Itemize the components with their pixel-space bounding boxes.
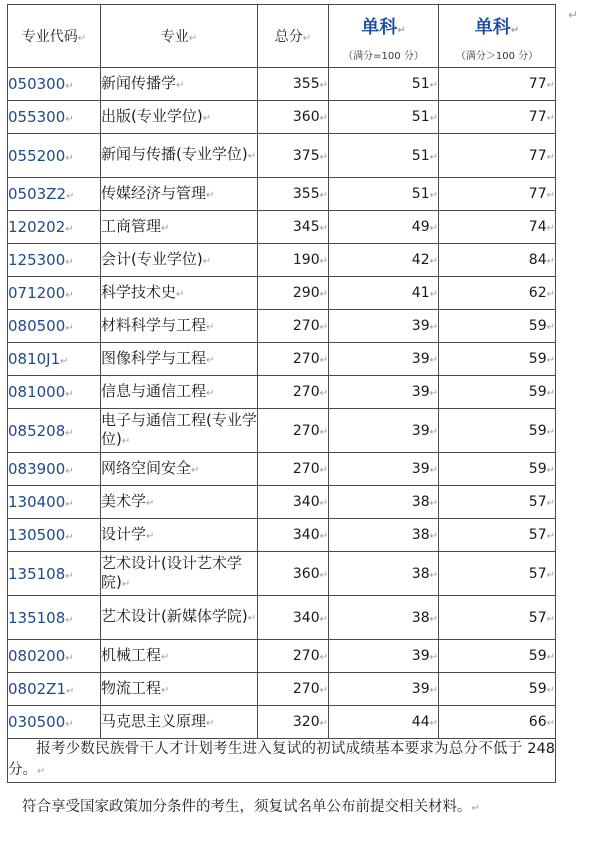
row-name: 传媒经济与管理↵ [101, 178, 258, 211]
row-total: 360↵ [258, 552, 329, 596]
table-end-mark: ↵ [568, 8, 579, 22]
row-single-over-100-text: 59 [528, 351, 547, 367]
header-single-over-100-sub: （满分＞100 分） [455, 50, 539, 62]
row-single-100: 39↵ [329, 409, 439, 453]
note-cell: 报考少数民族骨干人才计划考生进入复试的初试成绩基本要求为总分不低于 248 分。↵ [8, 739, 556, 783]
row-single-100-text: 44 [411, 714, 430, 730]
row-name: 设计学↵ [101, 519, 258, 552]
row-single-over-100-text: 84 [528, 252, 547, 268]
row-total-text: 340 [292, 494, 320, 510]
row-name-text: 材料科学与工程 [101, 315, 207, 334]
row-total: 270↵ [258, 409, 329, 453]
row-total-text: 355 [292, 76, 320, 92]
row-single-over-100: 59↵ [439, 343, 556, 376]
row-code: 130400↵ [8, 486, 101, 519]
header-single-100-title: 单科 [361, 16, 398, 38]
row-code-text: 125300 [8, 251, 66, 269]
row-single-over-100: 57↵ [439, 486, 556, 519]
table-row [8, 134, 556, 178]
row-single-100-text: 51 [411, 76, 430, 92]
row-name-text: 网络空间安全 [101, 458, 192, 477]
row-total-text: 345 [292, 219, 320, 235]
row-single-100-text: 39 [411, 461, 430, 477]
row-name: 信息与通信工程↵ [101, 376, 258, 409]
row-name: 机械工程↵ [101, 640, 258, 673]
row-single-over-100-text: 77 [528, 147, 547, 164]
row-single-100-text: 51 [411, 109, 430, 125]
row-code: 055200↵ [8, 134, 101, 178]
row-code: 055300↵ [8, 101, 101, 134]
row-code: 125300↵ [8, 244, 101, 277]
row-name: 物流工程↵ [101, 673, 258, 706]
row-single-over-100: 77↵ [439, 134, 556, 178]
note-text: 报考少数民族骨干人才计划考生进入复试的初试成绩基本要求为总分不低于 248 分。 [8, 741, 555, 778]
row-total-text: 270 [292, 318, 320, 334]
row-single-over-100-text: 59 [528, 648, 547, 664]
row-total: 190↵ [258, 244, 329, 277]
table-row [8, 552, 556, 596]
row-code-text: 081000 [8, 383, 66, 401]
row-total-text: 360 [292, 109, 320, 125]
row-single-over-100: 66↵ [439, 706, 556, 739]
row-total: 360↵ [258, 101, 329, 134]
row-single-100-text: 39 [411, 351, 430, 367]
row-single-100-text: 39 [411, 681, 430, 697]
row-name-text: 出版(专业学位) [101, 106, 203, 125]
table-row [8, 310, 556, 343]
row-name-text: 图像科学与工程 [101, 348, 207, 367]
row-total-text: 355 [292, 186, 320, 202]
row-single-100: 51↵ [329, 68, 439, 101]
header-single-100-sub: （满分=100 分） [343, 50, 424, 62]
header-major-label: 专业 [160, 29, 189, 45]
table-row [8, 376, 556, 409]
header-code: 专业代码↵ [8, 5, 101, 68]
row-name-text: 机械工程 [101, 645, 162, 664]
table-row [8, 277, 556, 310]
row-name-text: 美术学 [101, 491, 147, 510]
row-code: 0802Z1↵ [8, 673, 101, 706]
row-single-over-100: 74↵ [439, 211, 556, 244]
row-code: 030500↵ [8, 706, 101, 739]
row-name-text: 马克思主义原理 [101, 711, 207, 730]
table-row [8, 640, 556, 673]
row-single-100-text: 49 [411, 219, 430, 235]
row-code: 071200↵ [8, 277, 101, 310]
row-name-text: 科学技术史 [101, 282, 177, 301]
score-table [7, 4, 556, 783]
row-single-100-text: 51 [411, 147, 430, 164]
row-single-100: 41↵ [329, 277, 439, 310]
row-code-text: 055200 [8, 146, 66, 165]
header-code-label: 专业代码 [21, 29, 78, 45]
header-single-over-100-title: 单科 [474, 16, 511, 38]
row-single-over-100-text: 57 [528, 527, 547, 543]
row-single-100-text: 39 [411, 384, 430, 400]
row-single-over-100-text: 77 [528, 186, 547, 202]
row-single-100: 39↵ [329, 310, 439, 343]
row-single-over-100-text: 77 [528, 76, 547, 92]
row-name: 艺术设计(新媒体学院)↵ [101, 596, 258, 640]
row-single-over-100-text: 66 [528, 714, 547, 730]
row-name: 工商管理↵ [101, 211, 258, 244]
row-name: 图像科学与工程↵ [101, 343, 258, 376]
row-single-over-100: 59↵ [439, 640, 556, 673]
row-total: 270↵ [258, 376, 329, 409]
table-row [8, 178, 556, 211]
row-single-over-100: 77↵ [439, 68, 556, 101]
row-total: 340↵ [258, 519, 329, 552]
footer-text: 符合享受国家政策加分条件的考生，须复试名单公布前提交相关材料。 [22, 799, 472, 815]
row-name-text: 信息与通信工程 [101, 381, 207, 400]
row-total-text: 340 [292, 609, 320, 626]
row-code-text: 0802Z1 [8, 680, 66, 698]
row-code-text: 135108 [8, 564, 66, 583]
row-single-100-text: 39 [411, 422, 430, 439]
note-row [8, 739, 556, 783]
row-code-text: 071200 [8, 284, 66, 302]
header-total: 总分↵ [258, 5, 329, 68]
row-name: 马克思主义原理↵ [101, 706, 258, 739]
row-name: 材料科学与工程↵ [101, 310, 258, 343]
table-row [8, 596, 556, 640]
row-total-text: 320 [292, 714, 320, 730]
header-single-over-100: 单科↵ （满分＞100 分） [439, 5, 556, 68]
row-single-over-100: 59↵ [439, 310, 556, 343]
row-code: 080200↵ [8, 640, 101, 673]
table-row [8, 244, 556, 277]
row-total-text: 270 [292, 384, 320, 400]
row-name-text: 物流工程 [101, 678, 162, 697]
row-single-100: 39↵ [329, 640, 439, 673]
row-single-over-100: 59↵ [439, 376, 556, 409]
header-row [8, 5, 556, 68]
row-single-100: 38↵ [329, 596, 439, 640]
row-name: 会计(专业学位)↵ [101, 244, 258, 277]
row-single-100: 38↵ [329, 519, 439, 552]
row-code: 120202↵ [8, 211, 101, 244]
row-name-text: 艺术设计(设计艺术学院) [101, 553, 242, 591]
row-single-100-text: 51 [411, 186, 430, 202]
row-single-100-text: 39 [411, 318, 430, 334]
row-code: 050300↵ [8, 68, 101, 101]
row-code-text: 0503Z2 [8, 185, 66, 203]
row-single-100-text: 41 [411, 285, 430, 301]
row-single-over-100-text: 77 [528, 109, 547, 125]
table-row [8, 343, 556, 376]
row-single-over-100-text: 57 [528, 609, 547, 626]
row-total-text: 190 [292, 252, 320, 268]
row-total: 355↵ [258, 178, 329, 211]
table-row [8, 486, 556, 519]
table-row [8, 519, 556, 552]
row-single-100-text: 38 [411, 527, 430, 543]
row-code: 130500↵ [8, 519, 101, 552]
row-code-text: 080200 [8, 647, 66, 665]
row-name: 艺术设计(设计艺术学院)↵ [101, 552, 258, 596]
row-single-100: 49↵ [329, 211, 439, 244]
row-total: 290↵ [258, 277, 329, 310]
row-code-text: 120202 [8, 218, 66, 236]
row-single-over-100: 59↵ [439, 673, 556, 706]
row-single-over-100-text: 59 [528, 461, 547, 477]
row-code-text: 050300 [8, 75, 66, 93]
row-name: 科学技术史↵ [101, 277, 258, 310]
row-total-text: 290 [292, 285, 320, 301]
row-single-100: 51↵ [329, 178, 439, 211]
table-row [8, 68, 556, 101]
row-code: 0810J1↵ [8, 343, 101, 376]
row-code: 081000↵ [8, 376, 101, 409]
row-code: 135108↵ [8, 596, 101, 640]
row-name-text: 会计(专业学位) [101, 249, 203, 268]
row-single-100: 51↵ [329, 101, 439, 134]
table-row [8, 211, 556, 244]
row-code-text: 0810J1 [8, 350, 61, 368]
row-single-100-text: 42 [411, 252, 430, 268]
row-single-100: 39↵ [329, 343, 439, 376]
header-major: 专业↵ [101, 5, 258, 68]
row-name: 出版(专业学位)↵ [101, 101, 258, 134]
row-single-over-100: 57↵ [439, 552, 556, 596]
row-single-100-text: 39 [411, 648, 430, 664]
row-name: 新闻与传播(专业学位)↵ [101, 134, 258, 178]
row-total-text: 270 [292, 422, 320, 439]
row-single-100-text: 38 [411, 609, 430, 626]
row-total: 320↵ [258, 706, 329, 739]
header-total-label: 总分 [274, 29, 303, 45]
row-total: 270↵ [258, 640, 329, 673]
row-single-over-100-text: 59 [528, 384, 547, 400]
row-code-text: 030500 [8, 713, 66, 731]
row-name-text: 电子与通信工程(专业学位) [101, 410, 257, 448]
row-name-text: 设计学 [101, 524, 147, 543]
row-single-over-100: 77↵ [439, 178, 556, 211]
row-single-100: 51↵ [329, 134, 439, 178]
row-code-text: 135108 [8, 608, 66, 627]
row-single-over-100: 57↵ [439, 519, 556, 552]
row-total-text: 270 [292, 351, 320, 367]
row-name-text: 传媒经济与管理 [101, 183, 207, 202]
row-single-over-100-text: 62 [528, 285, 547, 301]
row-single-100-text: 38 [411, 494, 430, 510]
row-total: 340↵ [258, 596, 329, 640]
table-row [8, 453, 556, 486]
row-single-100: 38↵ [329, 552, 439, 596]
row-single-over-100-text: 59 [528, 318, 547, 334]
table-row [8, 673, 556, 706]
row-name-text: 工商管理 [101, 216, 162, 235]
row-code-text: 130400 [8, 493, 66, 511]
row-total-text: 340 [292, 527, 320, 543]
row-single-over-100: 57↵ [439, 596, 556, 640]
row-single-100: 38↵ [329, 486, 439, 519]
row-single-over-100-text: 59 [528, 681, 547, 697]
table-row [8, 101, 556, 134]
row-single-over-100-text: 57 [528, 494, 547, 510]
row-single-over-100: 84↵ [439, 244, 556, 277]
footer-note: 符合享受国家政策加分条件的考生，须复试名单公布前提交相关材料。↵ [22, 799, 480, 815]
row-code-text: 080500 [8, 317, 66, 335]
row-single-100: 39↵ [329, 453, 439, 486]
row-code-text: 130500 [8, 526, 66, 544]
row-code-text: 085208 [8, 421, 66, 440]
row-single-over-100: 62↵ [439, 277, 556, 310]
row-total: 270↵ [258, 453, 329, 486]
row-code: 083900↵ [8, 453, 101, 486]
row-single-over-100: 77↵ [439, 101, 556, 134]
row-total: 270↵ [258, 310, 329, 343]
row-single-100: 42↵ [329, 244, 439, 277]
row-name-text: 艺术设计(新媒体学院) [101, 607, 248, 625]
row-total: 270↵ [258, 673, 329, 706]
row-single-over-100-text: 59 [528, 422, 547, 439]
row-single-100: 39↵ [329, 673, 439, 706]
row-total-text: 270 [292, 461, 320, 477]
row-total-text: 360 [292, 565, 320, 582]
row-name: 美术学↵ [101, 486, 258, 519]
header-single-100: 单科↵ （满分=100 分） [329, 5, 439, 68]
row-name-text: 新闻与传播(专业学位) [101, 145, 248, 163]
row-name: 电子与通信工程(专业学位)↵ [101, 409, 258, 453]
row-code: 080500↵ [8, 310, 101, 343]
row-total: 340↵ [258, 486, 329, 519]
table-row [8, 409, 556, 453]
row-code: 135108↵ [8, 552, 101, 596]
row-total-text: 270 [292, 648, 320, 664]
row-single-100: 44↵ [329, 706, 439, 739]
row-single-100-text: 38 [411, 565, 430, 582]
row-single-over-100-text: 74 [528, 219, 547, 235]
row-total: 345↵ [258, 211, 329, 244]
row-total: 375↵ [258, 134, 329, 178]
row-name: 新闻传播学↵ [101, 68, 258, 101]
row-code: 085208↵ [8, 409, 101, 453]
row-total: 355↵ [258, 68, 329, 101]
row-single-over-100: 59↵ [439, 409, 556, 453]
row-code-text: 055300 [8, 108, 66, 126]
row-name-text: 新闻传播学 [101, 73, 177, 92]
row-single-over-100: 59↵ [439, 453, 556, 486]
row-single-over-100-text: 57 [528, 565, 547, 582]
row-total-text: 270 [292, 681, 320, 697]
row-total-text: 375 [292, 147, 320, 164]
row-code-text: 083900 [8, 460, 66, 478]
row-code: 0503Z2↵ [8, 178, 101, 211]
row-single-100: 39↵ [329, 376, 439, 409]
table-row [8, 706, 556, 739]
row-total: 270↵ [258, 343, 329, 376]
row-name: 网络空间安全↵ [101, 453, 258, 486]
